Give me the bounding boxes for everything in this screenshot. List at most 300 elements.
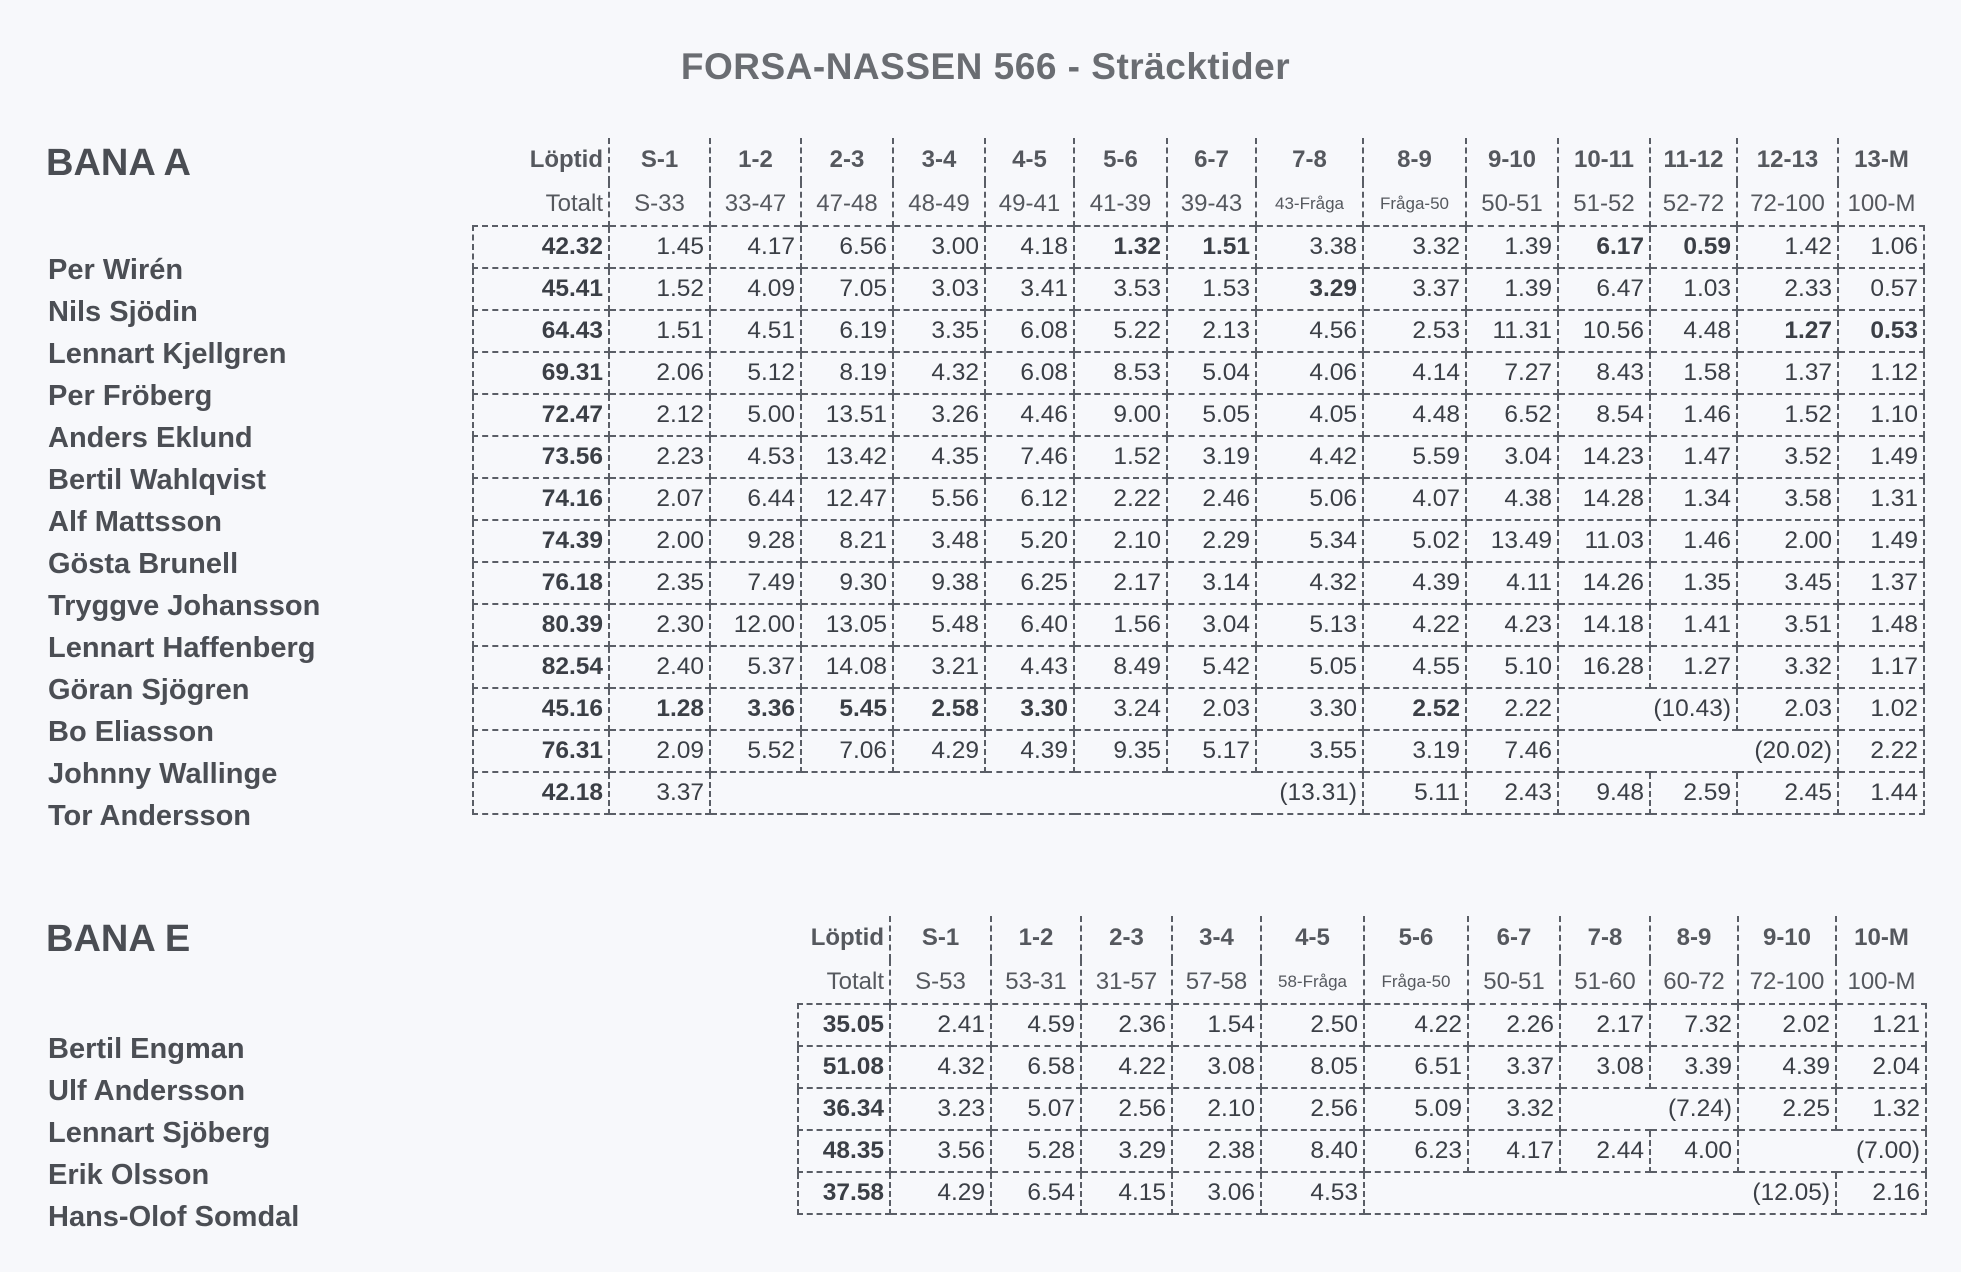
split-time-cell: 2.00	[609, 520, 710, 562]
split-time-cell	[1167, 772, 1256, 814]
split-time-cell: 4.09	[710, 268, 801, 310]
header-cell: Fråga-50	[1364, 960, 1468, 1004]
split-time-cell: 3.32	[1737, 646, 1838, 688]
split-time-cell: 5.34	[1256, 520, 1363, 562]
split-time-cell: 4.17	[710, 226, 801, 268]
total-time-cell: 72.47	[473, 394, 609, 436]
split-time-cell: 5.37	[710, 646, 801, 688]
split-time-cell: 4.14	[1363, 352, 1466, 394]
split-time-cell: 5.05	[1256, 646, 1363, 688]
split-time-cell: 4.00	[1650, 1130, 1738, 1172]
split-time-cell: 6.23	[1364, 1130, 1468, 1172]
split-time-cell: 3.37	[609, 772, 710, 814]
split-time-cell	[1738, 1130, 1836, 1172]
split-time-cell: 7.05	[801, 268, 893, 310]
header-cell: 100-M	[1847, 967, 1916, 995]
header-cell: 8-9	[1650, 916, 1738, 960]
table-row	[473, 478, 1924, 520]
split-time-cell: 7.06	[801, 730, 893, 772]
header-cell: 51-52	[1558, 182, 1650, 226]
split-time-cell: 4.22	[1364, 1004, 1468, 1046]
split-time-cell: 5.48	[893, 604, 985, 646]
header-cell: 10-11	[1558, 138, 1650, 182]
split-time-cell: 6.19	[801, 310, 893, 352]
split-time-cell: 4.15	[1081, 1172, 1172, 1214]
split-time-cell: 1.41	[1650, 604, 1737, 646]
header-cell: 5-6	[1074, 138, 1167, 182]
split-time-cell: 4.42	[1256, 436, 1363, 478]
total-time-cell: 74.39	[473, 520, 609, 562]
split-time-cell: 2.16	[1836, 1172, 1926, 1214]
header-row-legs	[473, 138, 1924, 182]
split-time-cell: 3.06	[1172, 1172, 1261, 1214]
total-time-cell: 76.18	[473, 562, 609, 604]
split-time-cell: 8.40	[1261, 1130, 1364, 1172]
total-time-cell: 48.35	[798, 1130, 890, 1172]
split-time-cell	[1558, 730, 1650, 772]
header-cell: Fråga-50	[1363, 182, 1466, 226]
split-time-cell: 3.55	[1256, 730, 1363, 772]
header-cell: Löptid	[798, 916, 890, 960]
split-time-cell: 8.49	[1074, 646, 1167, 688]
total-time-cell: 82.54	[473, 646, 609, 688]
split-time-cell: 9.38	[893, 562, 985, 604]
runner-name: Bo Eliasson	[48, 715, 214, 748]
runner-name: Per Wirén	[48, 253, 184, 286]
split-time-cell: 2.52	[1363, 688, 1466, 730]
runner-names-bana-e	[48, 1028, 299, 1238]
split-time-cell: 5.45	[801, 688, 893, 730]
split-time-cell: 3.52	[1737, 436, 1838, 478]
table-row	[473, 604, 1924, 646]
header-cell: 41-39	[1074, 182, 1167, 226]
header-cell: 4-5	[985, 138, 1074, 182]
split-time-cell	[893, 772, 985, 814]
split-time-cell: 2.38	[1172, 1130, 1261, 1172]
split-time-cell: 10.56	[1558, 310, 1650, 352]
total-time-cell: 42.32	[473, 226, 609, 268]
split-time-cell: 2.41	[890, 1004, 991, 1046]
split-times-table-bana-e	[797, 916, 1927, 1215]
header-cell: 8-9	[1363, 138, 1466, 182]
split-time-cell: 1.53	[1167, 268, 1256, 310]
split-time-cell: 5.12	[710, 352, 801, 394]
split-time-cell: 13.51	[801, 394, 893, 436]
split-time-cell: 1.47	[1650, 436, 1737, 478]
split-time-cell: (12.05)	[1738, 1172, 1836, 1214]
split-time-cell: 5.05	[1167, 394, 1256, 436]
table-row	[798, 1172, 1926, 1214]
split-time-cell: 1.35	[1650, 562, 1737, 604]
split-time-cell: 2.58	[893, 688, 985, 730]
table-row	[798, 1088, 1926, 1130]
split-time-cell: 1.39	[1466, 226, 1558, 268]
split-time-cell: 2.09	[609, 730, 710, 772]
split-time-cell: 9.00	[1074, 394, 1167, 436]
split-time-cell: 1.27	[1737, 310, 1838, 352]
total-time-cell: 42.18	[473, 772, 609, 814]
table-row	[798, 1130, 1926, 1172]
total-time-cell: 51.08	[798, 1046, 890, 1088]
split-time-cell	[1558, 688, 1650, 730]
header-cell: 31-57	[1081, 960, 1172, 1004]
split-time-cell: 1.32	[1074, 226, 1167, 268]
split-time-cell: 8.05	[1261, 1046, 1364, 1088]
split-time-cell: 1.48	[1838, 604, 1924, 646]
split-time-cell: 2.12	[609, 394, 710, 436]
section-label-bana-a: BANA A	[46, 142, 191, 184]
split-time-cell: 8.43	[1558, 352, 1650, 394]
split-time-cell: 6.54	[991, 1172, 1081, 1214]
split-time-cell: 5.13	[1256, 604, 1363, 646]
header-row-legs	[798, 916, 1926, 960]
split-time-cell: 1.44	[1838, 772, 1924, 814]
split-time-cell: 5.07	[991, 1088, 1081, 1130]
split-time-cell: (10.43)	[1650, 688, 1737, 730]
split-time-cell: 4.46	[985, 394, 1074, 436]
split-time-cell: 5.22	[1074, 310, 1167, 352]
split-time-cell: 2.22	[1074, 478, 1167, 520]
header-cell: S-1	[890, 916, 991, 960]
split-time-cell: 5.59	[1363, 436, 1466, 478]
split-time-cell: 3.45	[1737, 562, 1838, 604]
split-time-cell: 3.39	[1650, 1046, 1738, 1088]
split-time-cell: 2.04	[1836, 1046, 1926, 1088]
split-time-cell: 3.30	[985, 688, 1074, 730]
split-time-cell: 2.36	[1081, 1004, 1172, 1046]
split-time-cell: 6.51	[1364, 1046, 1468, 1088]
runner-name: Johnny Wallinge	[48, 757, 278, 790]
split-time-cell: 3.08	[1560, 1046, 1650, 1088]
split-time-cell: 4.59	[991, 1004, 1081, 1046]
runner-names-bana-a	[48, 249, 320, 837]
split-time-cell: 4.53	[710, 436, 801, 478]
split-time-cell: 2.22	[1466, 688, 1558, 730]
split-time-cell: 4.32	[890, 1046, 991, 1088]
table-row	[473, 562, 1924, 604]
header-cell: 50-51	[1466, 182, 1558, 226]
split-time-cell: 5.52	[710, 730, 801, 772]
split-time-cell	[985, 772, 1074, 814]
split-time-cell: 4.18	[985, 226, 1074, 268]
split-time-cell: 2.10	[1074, 520, 1167, 562]
split-time-cell: 4.48	[1363, 394, 1466, 436]
split-time-cell: 1.34	[1650, 478, 1737, 520]
table-row	[473, 394, 1924, 436]
split-time-cell: 1.56	[1074, 604, 1167, 646]
split-time-cell: 6.17	[1558, 226, 1650, 268]
header-cell: Totalt	[473, 182, 609, 226]
runner-name: Alf Mattsson	[48, 505, 222, 538]
header-cell: 7-8	[1560, 916, 1650, 960]
table-row	[473, 688, 1924, 730]
split-time-cell: 2.45	[1737, 772, 1838, 814]
split-time-cell: 3.08	[1172, 1046, 1261, 1088]
split-time-cell: 9.28	[710, 520, 801, 562]
split-time-cell: 4.07	[1363, 478, 1466, 520]
split-time-cell: 1.12	[1838, 352, 1924, 394]
header-cell: 72-100	[1737, 182, 1838, 226]
table-row	[798, 1004, 1926, 1046]
split-time-cell: 2.07	[609, 478, 710, 520]
split-time-cell: 2.17	[1560, 1004, 1650, 1046]
split-time-cell: 3.37	[1468, 1046, 1560, 1088]
header-cell: 2-3	[1081, 916, 1172, 960]
split-time-cell: 6.08	[985, 352, 1074, 394]
split-time-cell: 5.56	[893, 478, 985, 520]
split-time-cell: 3.21	[893, 646, 985, 688]
split-time-cell: 13.49	[1466, 520, 1558, 562]
split-time-cell	[1468, 1172, 1560, 1214]
runner-name: Tor Andersson	[48, 799, 252, 832]
split-time-cell: 3.04	[1466, 436, 1558, 478]
table-row	[473, 226, 1924, 268]
split-time-cell: 3.32	[1363, 226, 1466, 268]
table-row	[798, 1046, 1926, 1088]
header-cell: 100-M	[1847, 189, 1916, 217]
runner-name: Per Fröberg	[48, 379, 213, 412]
split-time-cell: 2.06	[609, 352, 710, 394]
split-time-cell: 1.06	[1838, 226, 1924, 268]
split-time-cell: 1.46	[1650, 520, 1737, 562]
split-time-cell: 6.47	[1558, 268, 1650, 310]
split-time-cell: 14.28	[1558, 478, 1650, 520]
split-time-cell: 4.22	[1363, 604, 1466, 646]
split-time-cell: 4.39	[985, 730, 1074, 772]
split-time-cell: 3.26	[893, 394, 985, 436]
header-cell: 6-7	[1468, 916, 1560, 960]
header-cell: 60-72	[1650, 960, 1738, 1004]
split-time-cell: (13.31)	[1256, 772, 1363, 814]
split-time-cell: 1.58	[1650, 352, 1737, 394]
split-time-cell: 9.30	[801, 562, 893, 604]
split-time-cell: 2.23	[609, 436, 710, 478]
split-time-cell: 4.39	[1363, 562, 1466, 604]
split-time-cell: 7.27	[1466, 352, 1558, 394]
split-time-cell: 2.53	[1363, 310, 1466, 352]
header-cell: 52-72	[1650, 182, 1737, 226]
split-time-cell: 4.56	[1256, 310, 1363, 352]
header-cell: 39-43	[1167, 182, 1256, 226]
split-time-cell	[1650, 1172, 1738, 1214]
split-time-cell: (20.02)	[1737, 730, 1838, 772]
header-cell: 3-4	[893, 138, 985, 182]
header-cell: S-33	[609, 182, 710, 226]
split-time-cell: 1.17	[1838, 646, 1924, 688]
split-time-cell: 7.46	[985, 436, 1074, 478]
split-time-cell: 3.19	[1363, 730, 1466, 772]
split-time-cell: 7.49	[710, 562, 801, 604]
header-cell: 72-100	[1738, 960, 1836, 1004]
split-time-cell: 3.04	[1167, 604, 1256, 646]
split-time-cell: 3.03	[893, 268, 985, 310]
runner-name: Tryggve Johansson	[48, 589, 321, 622]
split-time-cell: 2.03	[1167, 688, 1256, 730]
runner-name: Hans-Olof Somdal	[48, 1200, 300, 1233]
runner-name: Bertil Wahlqvist	[48, 463, 267, 496]
split-time-cell: 2.40	[609, 646, 710, 688]
split-time-cell: 2.56	[1081, 1088, 1172, 1130]
total-time-cell: 64.43	[473, 310, 609, 352]
split-time-cell	[801, 772, 893, 814]
runner-name: Ulf Andersson	[48, 1074, 246, 1107]
split-time-cell: 6.56	[801, 226, 893, 268]
split-time-cell: 1.45	[609, 226, 710, 268]
split-times-table-bana-a	[472, 138, 1925, 815]
split-time-cell: 4.23	[1466, 604, 1558, 646]
split-time-cell: 2.44	[1560, 1130, 1650, 1172]
split-time-cell: 2.26	[1468, 1004, 1560, 1046]
split-time-cell: 6.25	[985, 562, 1074, 604]
split-time-cell: 8.53	[1074, 352, 1167, 394]
split-time-cell: 4.43	[985, 646, 1074, 688]
header-cell: 2-3	[801, 138, 893, 182]
table-row	[473, 730, 1924, 772]
header-cell: 57-58	[1172, 960, 1261, 1004]
split-time-cell: 5.04	[1167, 352, 1256, 394]
split-time-cell: 4.29	[893, 730, 985, 772]
split-time-cell: 1.27	[1650, 646, 1737, 688]
split-time-cell: 3.14	[1167, 562, 1256, 604]
split-time-cell: 2.30	[609, 604, 710, 646]
split-time-cell: 5.17	[1167, 730, 1256, 772]
split-time-cell: 3.00	[893, 226, 985, 268]
split-time-cell: 2.03	[1737, 688, 1838, 730]
header-cell: 49-41	[985, 182, 1074, 226]
split-time-cell: 1.51	[1167, 226, 1256, 268]
runner-name: Lennart Sjöberg	[48, 1116, 271, 1149]
split-time-cell	[1074, 772, 1167, 814]
split-time-cell: 3.53	[1074, 268, 1167, 310]
split-time-cell: 1.52	[1074, 436, 1167, 478]
table-row	[473, 520, 1924, 562]
header-cell: 7-8	[1256, 138, 1363, 182]
split-time-cell: 6.12	[985, 478, 1074, 520]
split-time-cell: 4.39	[1738, 1046, 1836, 1088]
split-time-cell: 3.30	[1256, 688, 1363, 730]
header-cell: 9-10	[1466, 138, 1558, 182]
total-time-cell: 36.34	[798, 1088, 890, 1130]
split-time-cell: 2.33	[1737, 268, 1838, 310]
runner-name: Erik Olsson	[48, 1158, 210, 1191]
split-time-cell: 5.09	[1364, 1088, 1468, 1130]
table-row	[473, 310, 1924, 352]
split-time-cell: 1.02	[1838, 688, 1924, 730]
split-time-cell: 1.39	[1466, 268, 1558, 310]
split-time-cell: 2.50	[1261, 1004, 1364, 1046]
split-time-cell: 3.24	[1074, 688, 1167, 730]
runner-name: Bertil Engman	[48, 1032, 245, 1065]
runner-name: Lennart Haffenberg	[48, 631, 316, 664]
header-cell: 50-51	[1468, 960, 1560, 1004]
split-time-cell: 4.05	[1256, 394, 1363, 436]
split-time-cell: 14.18	[1558, 604, 1650, 646]
header-cell: S-53	[890, 960, 991, 1004]
split-time-cell: 6.58	[991, 1046, 1081, 1088]
split-time-cell: 9.48	[1558, 772, 1650, 814]
split-time-cell: 3.23	[890, 1088, 991, 1130]
split-time-cell: 2.25	[1738, 1088, 1836, 1130]
header-cell: 4-5	[1261, 916, 1364, 960]
header-row-controls	[473, 182, 1924, 226]
header-cell: 51-60	[1560, 960, 1650, 1004]
header-cell: 53-31	[991, 960, 1081, 1004]
header-cell: 58-Fråga	[1261, 960, 1364, 1004]
table-row	[473, 352, 1924, 394]
table-row	[473, 436, 1924, 478]
split-time-cell: 0.59	[1650, 226, 1737, 268]
split-time-cell: 3.41	[985, 268, 1074, 310]
split-time-cell: 14.08	[801, 646, 893, 688]
total-time-cell: 45.41	[473, 268, 609, 310]
split-time-cell: 5.11	[1363, 772, 1466, 814]
split-time-cell: 0.57	[1838, 268, 1924, 310]
split-time-cell: 2.35	[609, 562, 710, 604]
split-time-cell: 5.28	[991, 1130, 1081, 1172]
total-time-cell: 35.05	[798, 1004, 890, 1046]
header-cell: 6-7	[1167, 138, 1256, 182]
split-time-cell: 5.00	[710, 394, 801, 436]
split-time-cell: 3.35	[893, 310, 985, 352]
header-cell: 11-12	[1650, 138, 1737, 182]
split-time-cell: 4.55	[1363, 646, 1466, 688]
split-time-cell: 2.46	[1167, 478, 1256, 520]
split-time-cell: 3.56	[890, 1130, 991, 1172]
total-time-cell: 69.31	[473, 352, 609, 394]
split-time-cell: 7.32	[1650, 1004, 1738, 1046]
split-time-cell: 1.37	[1737, 352, 1838, 394]
total-time-cell: 45.16	[473, 688, 609, 730]
header-cell: 9-10	[1738, 916, 1836, 960]
header-cell: Löptid	[473, 138, 609, 182]
split-time-cell: 6.52	[1466, 394, 1558, 436]
split-time-cell: 4.22	[1081, 1046, 1172, 1088]
header-cell: 43-Fråga	[1256, 182, 1363, 226]
split-time-cell: 4.35	[893, 436, 985, 478]
split-time-cell: 3.29	[1081, 1130, 1172, 1172]
split-time-cell: 1.49	[1838, 436, 1924, 478]
split-time-cell: 8.21	[801, 520, 893, 562]
split-time-cell: 5.06	[1256, 478, 1363, 520]
split-time-cell: 5.10	[1466, 646, 1558, 688]
split-time-cell: 6.40	[985, 604, 1074, 646]
split-time-cell: 3.58	[1737, 478, 1838, 520]
split-time-cell: 2.56	[1261, 1088, 1364, 1130]
split-time-cell: 2.22	[1838, 730, 1924, 772]
split-time-cell: 2.29	[1167, 520, 1256, 562]
split-time-cell: 4.11	[1466, 562, 1558, 604]
split-time-cell: 8.19	[801, 352, 893, 394]
split-time-cell: 1.49	[1838, 520, 1924, 562]
split-time-cell: 3.38	[1256, 226, 1363, 268]
split-time-cell: 6.08	[985, 310, 1074, 352]
table-row	[473, 268, 1924, 310]
table-row	[473, 646, 1924, 688]
split-time-cell: 1.46	[1650, 394, 1737, 436]
split-time-cell: 4.06	[1256, 352, 1363, 394]
header-cell: 1-2	[710, 138, 801, 182]
split-time-cell: 3.51	[1737, 604, 1838, 646]
split-time-cell: 12.47	[801, 478, 893, 520]
runner-name: Lennart Kjellgren	[48, 337, 287, 370]
split-time-cell: 1.42	[1737, 226, 1838, 268]
header-cell: 13-M	[1854, 146, 1909, 173]
runner-name: Anders Eklund	[48, 421, 253, 454]
split-time-cell: 4.53	[1261, 1172, 1364, 1214]
split-time-cell: 8.54	[1558, 394, 1650, 436]
split-time-cell: 9.35	[1074, 730, 1167, 772]
split-time-cell: 1.52	[1737, 394, 1838, 436]
